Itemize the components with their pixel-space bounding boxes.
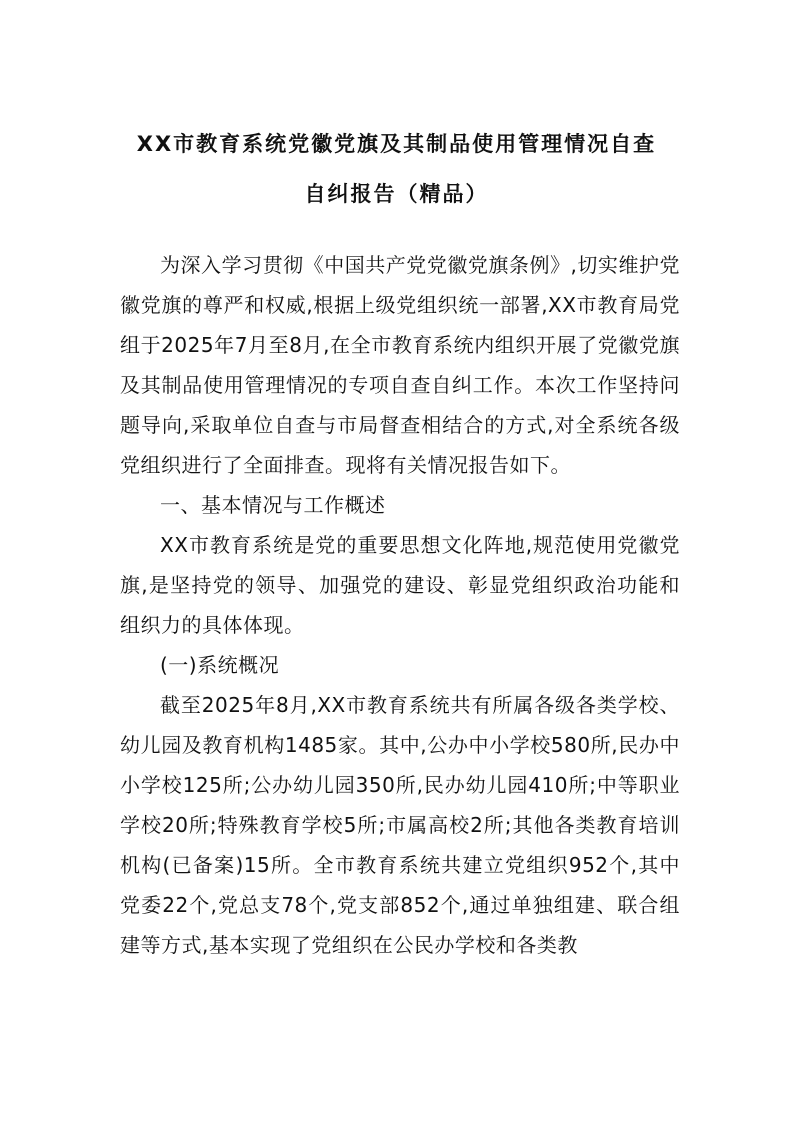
section-intro-paragraph: XX市教育系统是党的重要思想文化阵地,规范使用党徽党旗,是坚持党的领导、加强党的建设、彰显党组织政治功能和组织力的具体体现。 (120, 533, 680, 637)
document-title-line-1: XX市教育系统党徽党旗及其制品使用管理情况自查 (136, 132, 657, 156)
system-overview-paragraph: 截至2025年8月,XX市教育系统共有所属各级各类学校、幼儿园及教育机构1485家。其中,公办中小学校580所,民办中小学校125所;公办幼儿园350所,民办幼儿园410所;中等职业学校20所;特殊教育学校5所;市属高校2所;其他各类教育培训机构(已备案)15所。全市教育系统共建立党组织952个,其中党委22个,党总支78个,党支部852个,通过单独组建、联合组建等方式,基本实现了党组织在公民办学校和各类教 (120, 693, 680, 957)
subsection-heading-system-overview: (一)系统概况 (160, 653, 280, 677)
document-body (120, 245, 680, 965)
document-title-line-2: 自纠报告（精品） (304, 182, 489, 206)
section-heading-basic-situation: 一、基本情况与工作概述 (160, 493, 386, 517)
intro-paragraph: 为深入学习贯彻《中国共产党党徽党旗条例》,切实维护党徽党旗的尊严和权威,根据上级党组织统一部署,XX市教育局党组于2025年7月至8月,在全市教育系统内组织开展了党徽党旗及其制品使用管理情况的专项自查自纠工作。本次工作坚持问题导向,采取单位自查与市局督查相结合的方式,对全系统各级党组织进行了全面排查。现将有关情况报告如下。 (120, 253, 680, 477)
